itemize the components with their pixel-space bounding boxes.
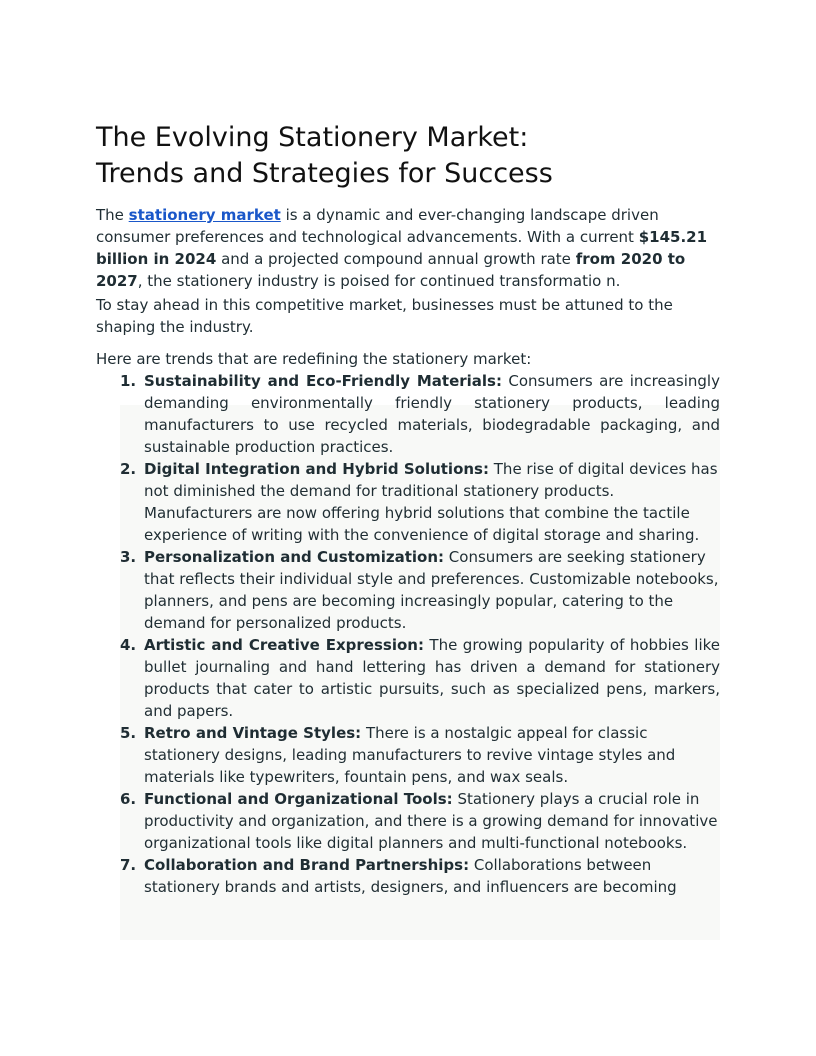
second-paragraph: To stay ahead in this competitive market, businesses must be attuned to the shaping the industry. bbox=[96, 296, 673, 336]
intro-paragraph: The stationery market is a dynamic and ever-changing landscape driven consumer preferences and technological advancements. With a current $145.21 billion in 2024 and a projected compound annual growth rate from 2020 to 2027, the stationery industry is poised for continued transformatio n. bbox=[96, 206, 708, 290]
trends-list bbox=[96, 370, 720, 898]
growth-period: from 2020 to 2027 bbox=[96, 250, 686, 290]
list-item: 4. Artistic and Creative Expression: The growing popularity of hobbies like bullet journaling and hand lettering has driven a demand for stationery products that cater to artistic pursuits, such as specialized pens, markers, and papers. bbox=[120, 636, 720, 720]
title-line-2: Trends and Strategies for Success bbox=[96, 158, 553, 189]
list-item: 2. Digital Integration and Hybrid Solutions: The rise of digital devices has not diminished the demand for traditional stationery products. Manufacturers are now offering hybrid solutions that combine the tactile experience of writing with the convenience of digital storage and sharing. bbox=[120, 460, 718, 544]
list-item: 3. Personalization and Customization: Consumers are seeking stationery that reflects their individual style and preferences. Customizable notebooks, planners, and pens are becoming increasingly popular, catering to the demand for personalized products. bbox=[120, 548, 719, 632]
title-line-1: The Evolving Stationery Market: bbox=[96, 122, 529, 153]
page-title bbox=[96, 120, 720, 192]
list-item: 1. Sustainability and Eco-Friendly Materials: Consumers are increasingly demanding environmentally friendly stationery products, leading manufacturers to use recycled materials, biodegradable packaging, and sustainable production practices. bbox=[120, 372, 720, 456]
stationery-market-link[interactable]: stationery market bbox=[128, 206, 281, 224]
document-page bbox=[96, 120, 720, 898]
market-value: $145.21 billion in 2024 bbox=[96, 228, 708, 268]
list-item: 6. Functional and Organizational Tools: Stationery plays a crucial role in productivity and organization, and there is a growing demand for innovative organizational tools like digital planners and multi-functional notebooks. bbox=[120, 790, 718, 852]
list-item: 7. Collaboration and Brand Partnerships: Collaborations between stationery brands and artists, designers, and influencers are becoming bbox=[120, 856, 677, 896]
list-item: 5. Retro and Vintage Styles: There is a nostalgic appeal for classic stationery designs, leading manufacturers to revive vintage styles and materials like typewriters, fountain pens, and wax seals. bbox=[120, 724, 676, 786]
trends-intro: Here are trends that are redefining the stationery market: bbox=[96, 350, 532, 368]
